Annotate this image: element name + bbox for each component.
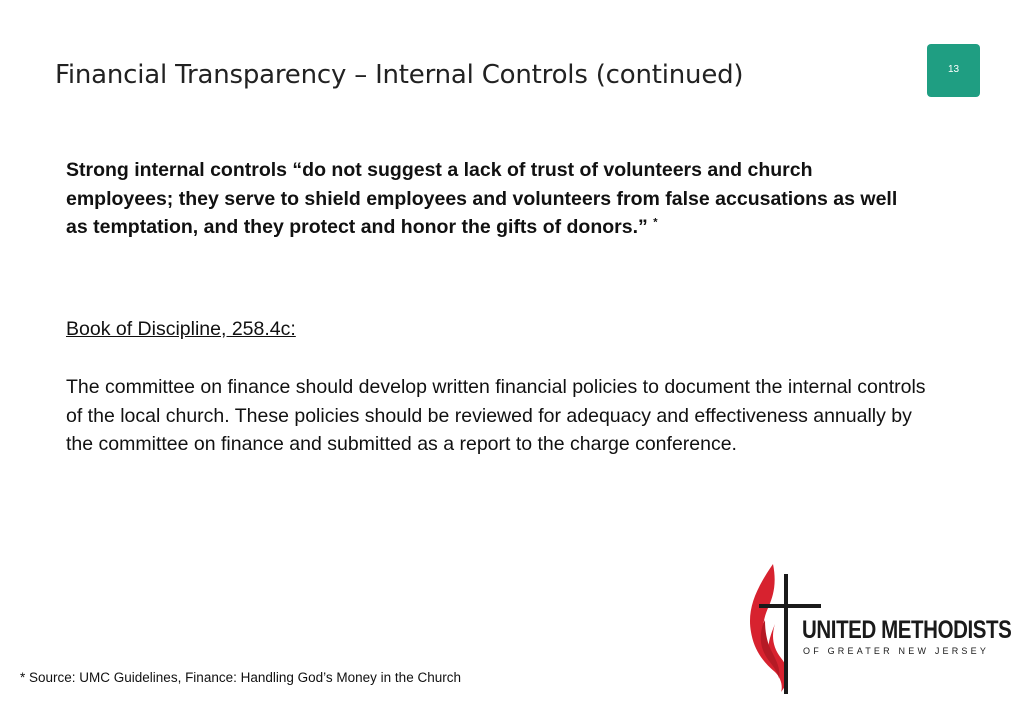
page-number-badge: 13 bbox=[927, 44, 980, 97]
logo-subtitle: OF GREATER NEW JERSEY bbox=[803, 646, 990, 656]
reference-body: The committee on finance should develop written financial policies to document the internal controls of the local church. These policies should be reviewed for adequacy and effectiveness annually by the committee on finance and submitted as a report to the charge conference. bbox=[66, 376, 926, 455]
slide-title: Financial Transparency – Internal Controls (continued) bbox=[55, 60, 744, 90]
logo-title: UNITED METHODISTS bbox=[802, 616, 1012, 644]
footnote: * Source: UMC Guidelines, Finance: Handling God’s Money in the Church bbox=[20, 670, 461, 685]
quote-text: Strong internal controls “do not suggest a lack of trust of volunteers and church employees; they serve to shield employees and volunteers from false accusations as well as temptation, and they protect and honor the gifts of donors.” bbox=[66, 159, 898, 238]
quote-footnote-marker: * bbox=[653, 216, 658, 229]
reference-title: Book of Discipline, 258.4c: bbox=[66, 318, 296, 340]
umc-logo bbox=[745, 560, 1012, 695]
quote-block bbox=[66, 156, 906, 242]
